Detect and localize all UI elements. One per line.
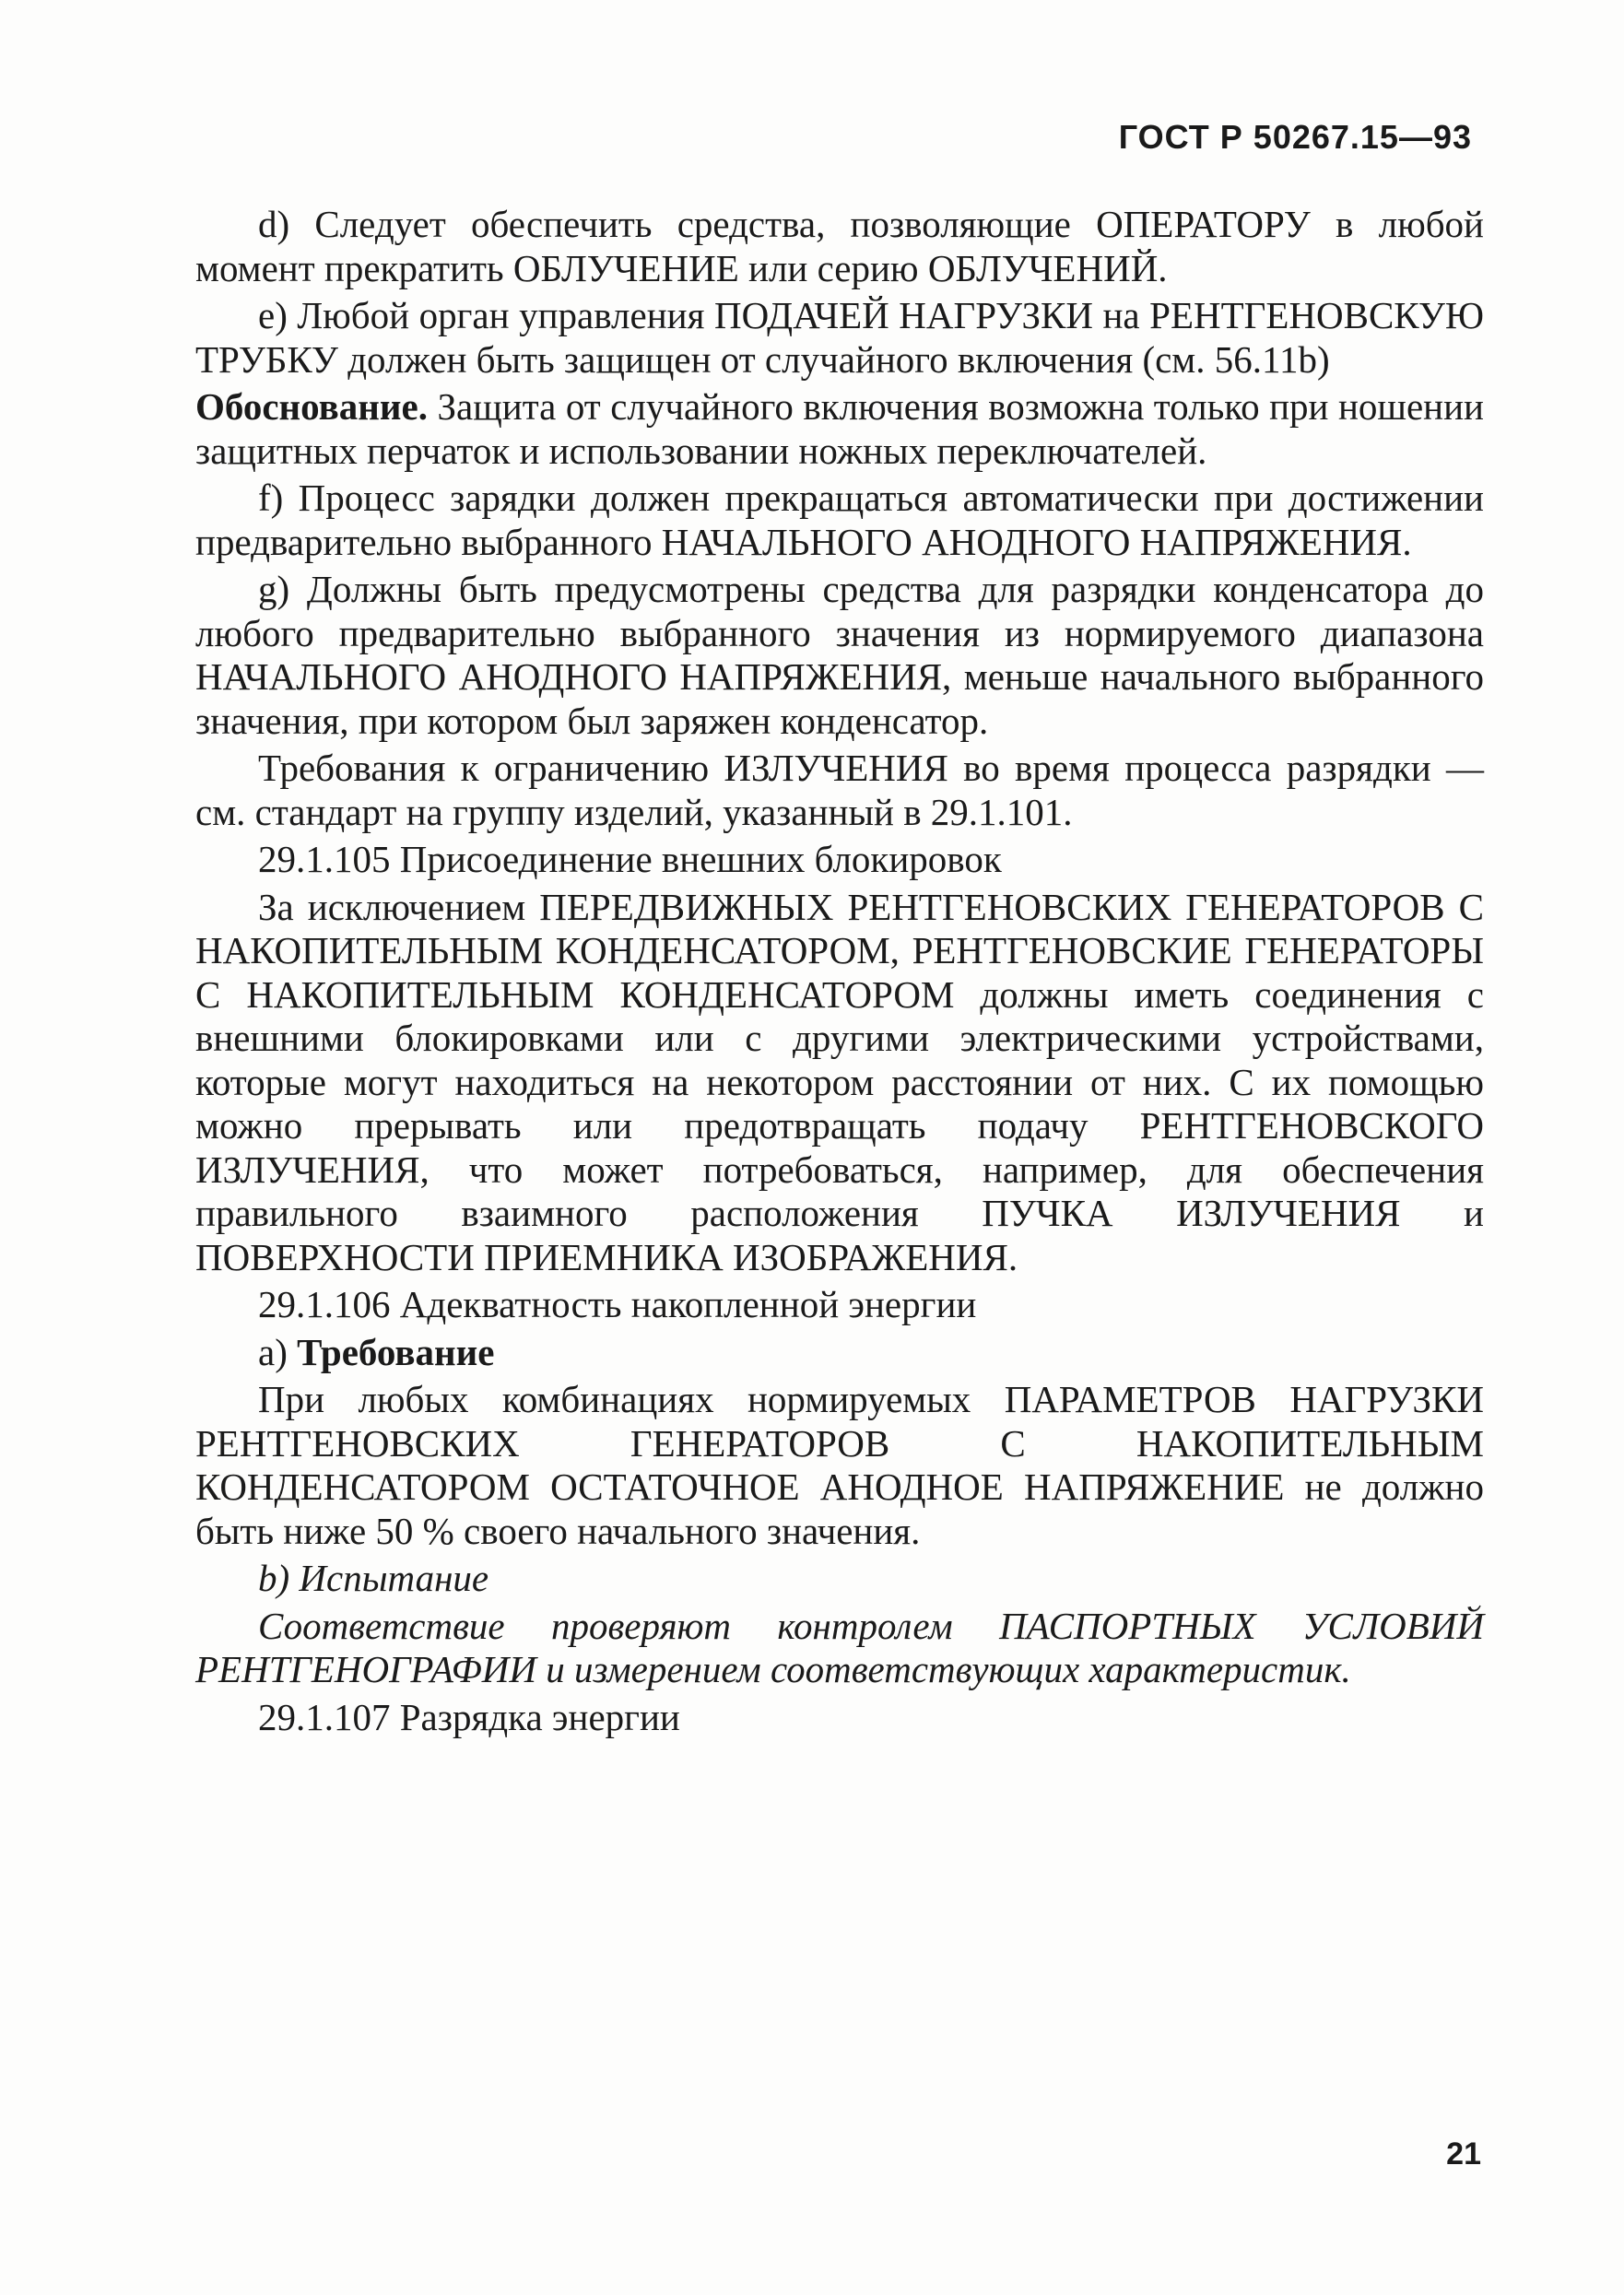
section-107-title: 29.1.107 Разрядка энергии [258, 1695, 680, 1738]
document-header: ГОСТ Р 50267.15—93 [1118, 118, 1472, 156]
rationale-label: Обоснование. [195, 385, 428, 428]
section-106-a-prefix: а) [258, 1330, 288, 1373]
section-106-a-text: При любых комбинациях нормируемых ПАРАМЕТРОВ НАГРУЗКИ РЕНТГЕНОВСКИХ ГЕНЕРАТОРОВ С НАКОПИТЕЛЬНЫМ КОНДЕНСАТОРОМ ОСТАТОЧНОЕ АНОДНОЕ НАПРЯЖЕНИЕ не должно быть ниже 50 % своего начального значения. [195, 1378, 1484, 1552]
document-body [195, 203, 1484, 1743]
rationale [195, 385, 1484, 473]
radiation-requirement: Требования к ограничению ИЗЛУЧЕНИЯ во время процесса разрядки — см. стандарт на группу изделий, указанный в 29.1.101. [195, 747, 1484, 833]
item-f: f) Процесс зарядки должен прекращаться автоматически при достижении предварительно выбранного НАЧАЛЬНОГО АНОДНОГО НАПРЯЖЕНИЯ. [195, 477, 1484, 563]
section-106-title: 29.1.106 Адекватность накопленной энергии [258, 1283, 977, 1325]
page-number: 21 [1446, 2136, 1481, 2171]
rationale-text: Защита от случайного включения возможна только при ношении защитных перчаток и использовании ножных переключателей. [195, 385, 1485, 472]
item-e: е) Любой орган управления ПОДАЧЕЙ НАГРУЗКИ на РЕНТГЕНОВСКУЮ ТРУБКУ должен быть защищен от случайного включения (см. 56.11b) [195, 294, 1484, 381]
item-g: g) Должны быть предусмотрены средства для разрядки конденсатора до любого предварительно выбранного значения из нормируемого диапазона НАЧАЛЬНОГО АНОДНОГО НАПРЯЖЕНИЯ, меньше начального выбранного значения, при котором был заряжен конденсатор. [195, 568, 1484, 742]
section-106-a-label: Требование [297, 1330, 495, 1373]
section-106-b-heading: b) Испытание [258, 1557, 489, 1599]
section-106-b-text: Соответствие проверяют контролем ПАСПОРТНЫХ УСЛОВИЙ РЕНТГЕНОГРАФИИ и измерением соответствующих характеристик. [195, 1604, 1484, 1690]
section-105-text: За исключением ПЕРЕДВИЖНЫХ РЕНТГЕНОВСКИХ ГЕНЕРАТОРОВ С НАКОПИТЕЛЬНЫМ КОНДЕНСАТОРОМ, РЕНТГЕНОВСКИЕ ГЕНЕРАТОРЫ С НАКОПИТЕЛЬНЫМ КОНДЕНСАТОРОМ должны иметь соединения с внешними блокировками или с другими электрическими устройствами, которые могут находиться на некотором расстоянии от них. С их помощью можно прерывать или предотвращать подачу РЕНТГЕНОВСКОГО ИЗЛУЧЕНИЯ, что может потребоваться, например, для обеспечения правильного взаимного расположения ПУЧКА ИЗЛУЧЕНИЯ и ПОВЕРХНОСТИ ПРИЕМНИКА ИЗОБРАЖЕНИЯ. [195, 885, 1484, 1278]
section-106-a-heading [195, 1331, 1484, 1375]
item-d: d) Следует обеспечить средства, позволяющие ОПЕРАТОРУ в любой момент прекратить ОБЛУЧЕНИЕ или серию ОБЛУЧЕНИЙ. [195, 203, 1484, 289]
section-105-title: 29.1.105 Присоединение внешних блокировок [258, 838, 1002, 880]
